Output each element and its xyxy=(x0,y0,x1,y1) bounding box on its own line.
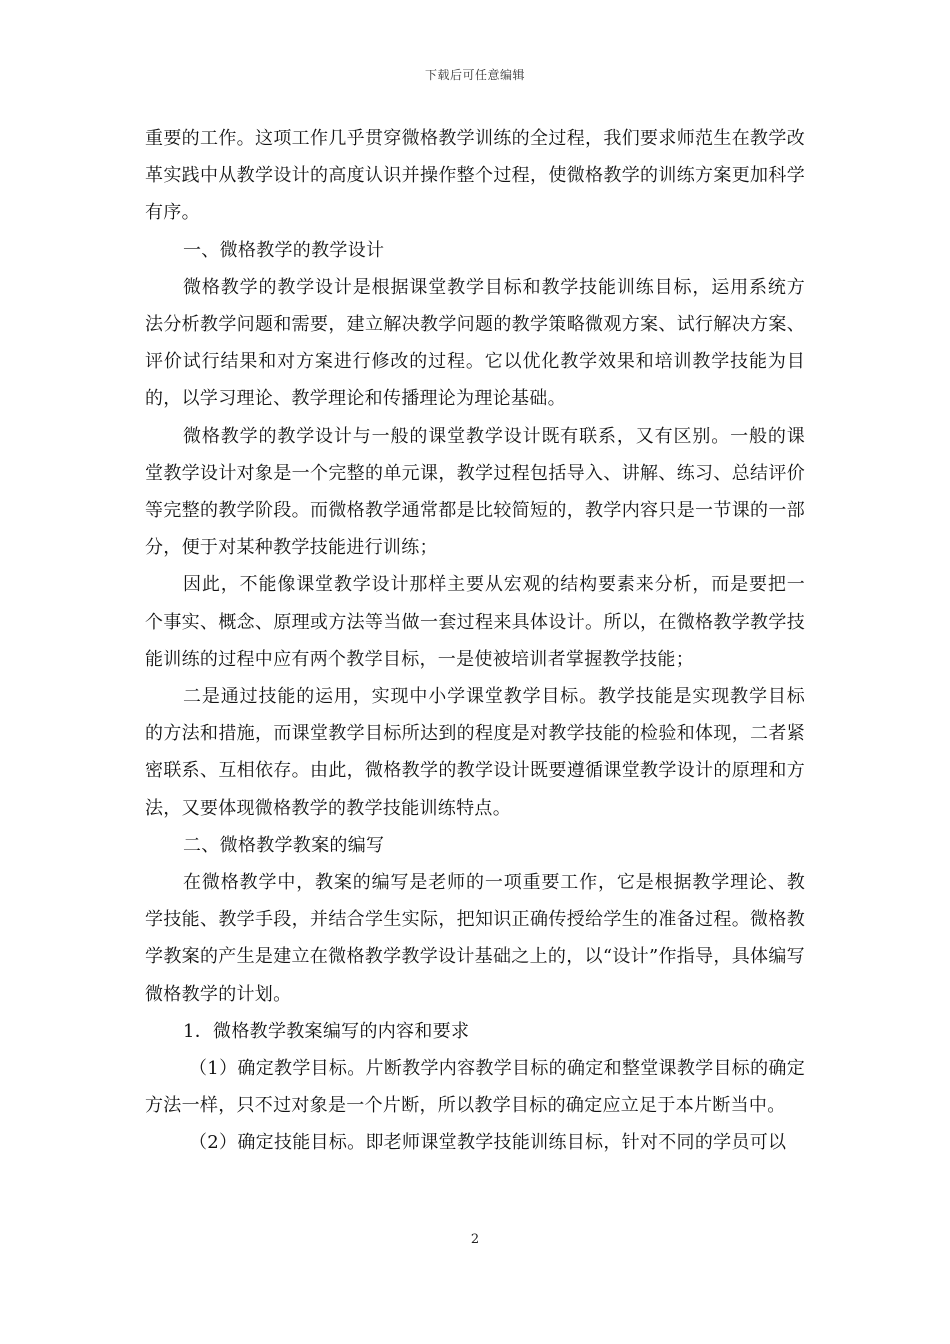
list-item-skill-goal: （2）确定技能目标。即老师课堂教学技能训练目标，针对不同的学员可以 xyxy=(189,1132,787,1154)
section-heading-2: 二、微格教学教案的编写 xyxy=(183,834,385,856)
list-item-teaching-goal: （1）确定教学目标。片断教学内容教学目标的确定和整堂课教学目标的确定方法一样，只不过对象是一个片断，所以教学目标的确定应立足于本片断当中。 xyxy=(145,1058,805,1117)
paragraph-design-second-goal: 二是通过技能的运用，实现中小学课堂教学目标。教学技能是实现教学目标的方法和措施，而课堂教学目标所达到的程度是对教学技能的检验和体现，二者紧密联系、互相依存。由此，微格教学的教学设计既要遵循课堂教学设计的原理和方法，又要体现微格教学的教学技能训练特点。 xyxy=(145,686,805,819)
document-body xyxy=(145,120,805,1162)
paragraph-continuation: 重要的工作。这项工作几乎贯穿微格教学训练的全过程，我们要求师范生在教学改革实践中从教学设计的高度认识并操作整个过程，使微格教学的训练方案更加科学有序。 xyxy=(145,128,805,224)
section-heading-1: 一、微格教学的教学设计 xyxy=(183,239,385,261)
paragraph-design-definition: 微格教学的教学设计是根据课堂教学目标和教学技能训练目标，运用系统方法分析教学问题和需要，建立解决教学问题的教学策略微观方案、试行解决方案、评价试行结果和对方案进行修改的过程。它以优化教学效果和培训教学技能为目的，以学习理论、教学理论和传播理论为理论基础。 xyxy=(145,276,805,410)
paragraph-design-therefore: 因此，不能像课堂教学设计那样主要从宏观的结构要素来分析，而是要把一个事实、概念、原理或方法等当做一套过程来具体设计。所以，在微格教学教学技能训练的过程中应有两个教学目标，一是使被培训者掌握教学技能； xyxy=(145,574,805,670)
page-number: 2 xyxy=(470,1232,480,1247)
page-header: 下载后可任意编辑 xyxy=(424,68,525,82)
paragraph-design-comparison: 微格教学的教学设计与一般的课堂教学设计既有联系，又有区别。一般的课堂教学设计对象是一个完整的单元课，教学过程包括导入、讲解、练习、总结评价等完整的教学阶段。而微格教学通常都是比较简短的，教学内容只是一节课的一部分，便于对某种教学技能进行训练； xyxy=(145,425,805,559)
paragraph-lesson-plan: 在微格教学中，教案的编写是老师的一项重要工作，它是根据教学理论、教学技能、教学手段，并结合学生实际，把知识正确传授给学生的准备过程。微格教学教案的产生是建立在微格教学教学设计基础之上的，以“设计”作指导，具体编写微格教学的计划。 xyxy=(145,872,805,1005)
subsection-heading-1: 1．微格教学教案编写的内容和要求 xyxy=(183,1020,470,1042)
